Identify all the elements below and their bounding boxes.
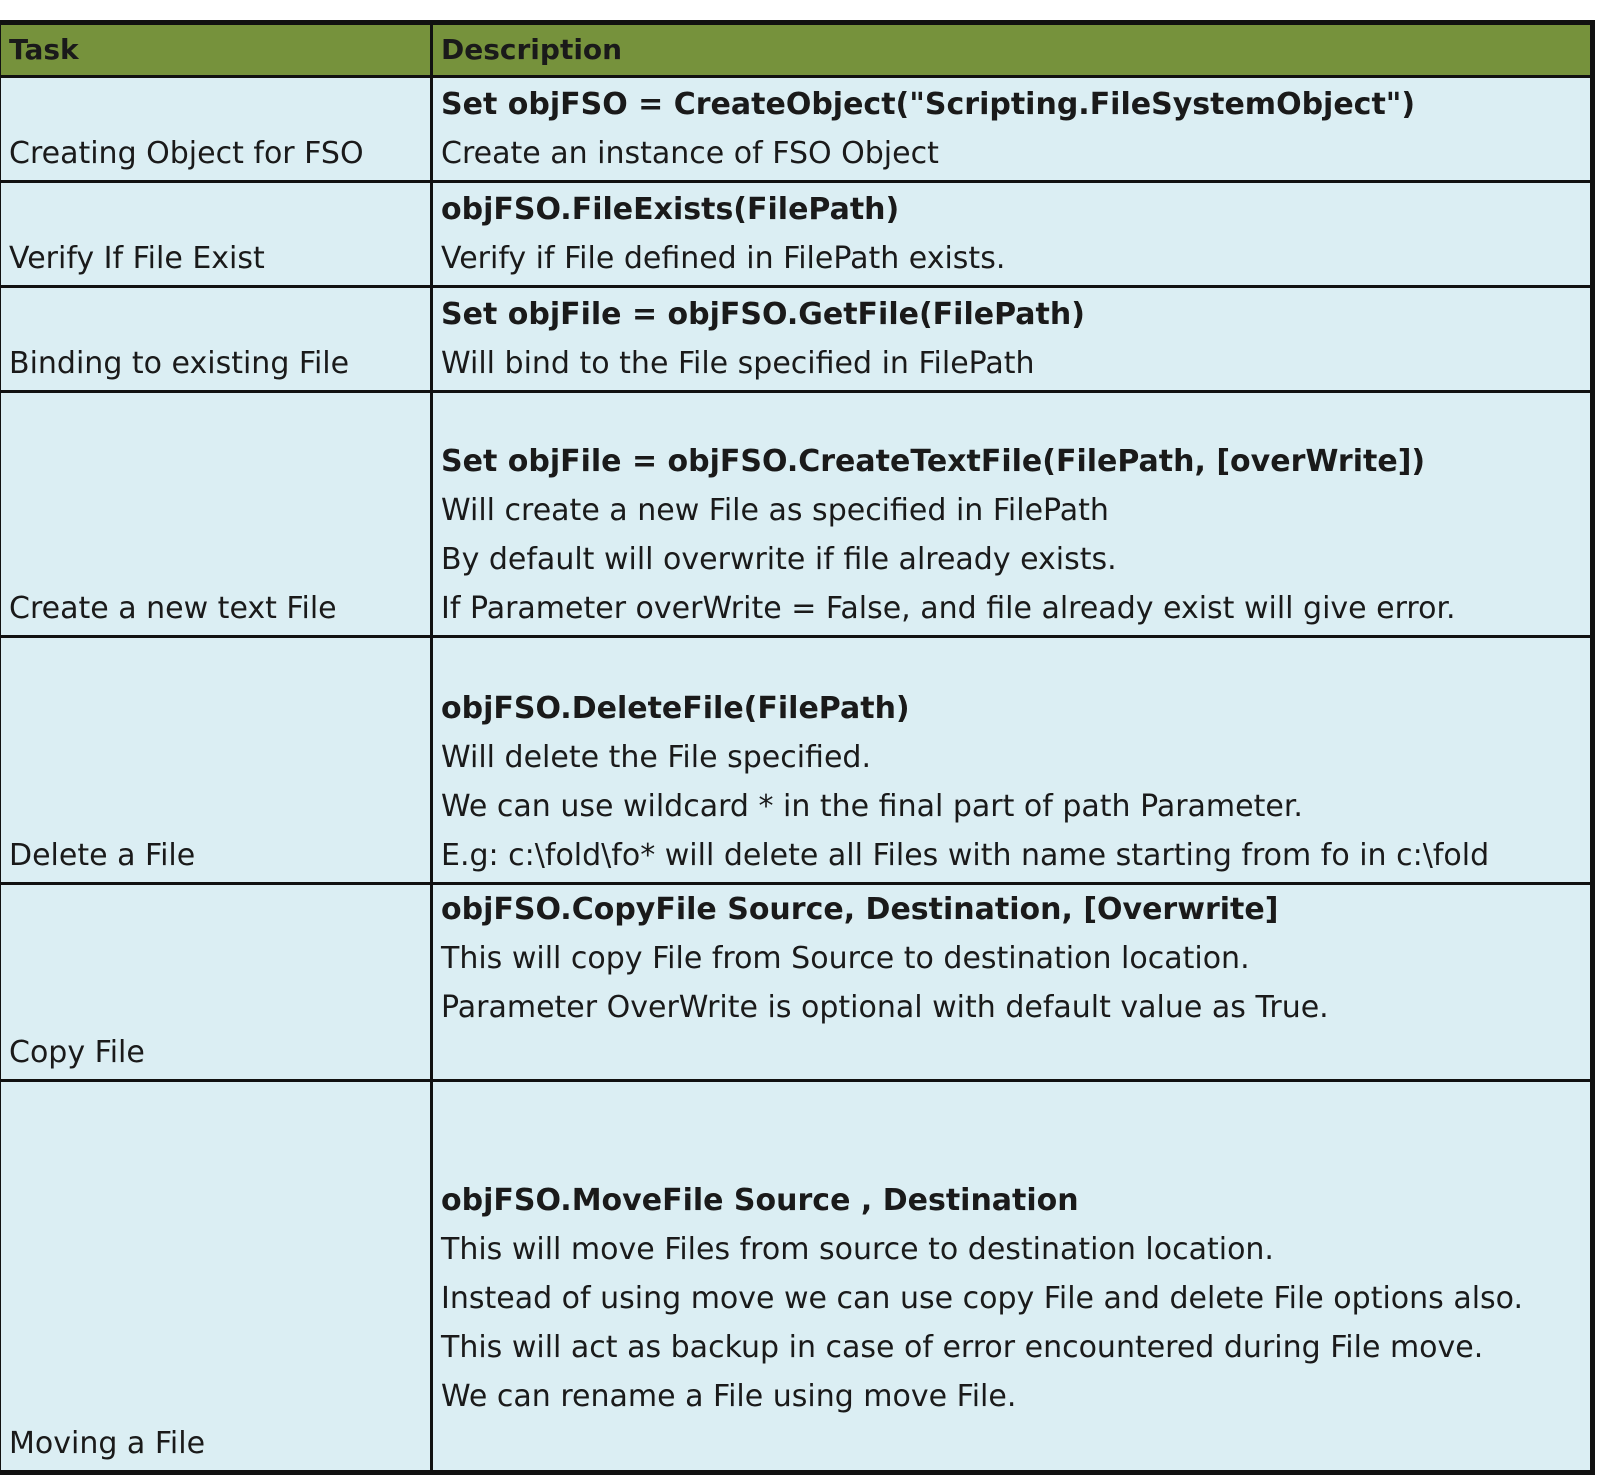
- table-row: [0, 182, 1593, 287]
- description-line: This will copy File from Source to destination location.: [441, 941, 1250, 976]
- header-task: Task: [0, 23, 432, 77]
- table-row: [0, 637, 1593, 884]
- task-cell: Create a new text File: [0, 392, 432, 637]
- description-line: Parameter OverWrite is optional with default value as True.: [441, 990, 1329, 1025]
- header-description: Description: [432, 23, 1593, 77]
- table-row: [0, 1081, 1593, 1473]
- table-row: [0, 77, 1593, 182]
- description-line: Will create a new File as specified in FilePath: [441, 493, 1109, 528]
- command-text: Set objFSO = CreateObject("Scripting.FileSystemObject"): [441, 87, 1416, 122]
- task-cell: Copy File: [0, 884, 432, 1081]
- description-line: Will bind to the File specified in FilePath: [441, 346, 1035, 381]
- description-cell: [432, 182, 1593, 287]
- description-cell: [432, 637, 1593, 884]
- description-line: This will act as backup in case of error encountered during File move.: [441, 1330, 1484, 1365]
- command-text: objFSO.MoveFile Source , Destination: [441, 1183, 1079, 1218]
- description-line: This will move Files from source to destination location.: [441, 1232, 1274, 1267]
- description-cell: [432, 287, 1593, 392]
- description-cell: [432, 392, 1593, 637]
- description-line: If Parameter overWrite = False, and file already exist will give error.: [441, 591, 1456, 626]
- description-line: Create an instance of FSO Object: [441, 136, 939, 171]
- table-row: [0, 884, 1593, 1081]
- header-row: [0, 23, 1593, 77]
- description-line: By default will overwrite if file already exists.: [441, 542, 1117, 577]
- command-text: objFSO.CopyFile Source, Destination, [Overwrite]: [441, 892, 1279, 927]
- table-row: [0, 392, 1593, 637]
- description-line: Will delete the File specified.: [441, 740, 871, 775]
- task-cell: Verify If File Exist: [0, 182, 432, 287]
- table-row: [0, 287, 1593, 392]
- task-cell: Moving a File: [0, 1081, 432, 1473]
- task-cell: Binding to existing File: [0, 287, 432, 392]
- description-line: We can rename a File using move File.: [441, 1379, 1017, 1414]
- command-text: Set objFile = objFSO.GetFile(FilePath): [441, 297, 1085, 332]
- description-cell: [432, 77, 1593, 182]
- description-line: E.g: c:\fold\fo* will delete all Files with name starting from fo in c:\fold: [441, 838, 1490, 873]
- task-cell: Creating Object for FSO: [0, 77, 432, 182]
- task-cell: Delete a File: [0, 637, 432, 884]
- description-line: Instead of using move we can use copy File and delete File options also.: [441, 1281, 1524, 1316]
- fso-reference-table: [0, 20, 1595, 1475]
- command-text: Set objFile = objFSO.CreateTextFile(FilePath, [overWrite]): [441, 444, 1426, 479]
- description-line: We can use wildcard * in the final part of path Parameter.: [441, 789, 1303, 824]
- command-text: objFSO.FileExists(FilePath): [441, 192, 900, 227]
- description-cell: [432, 884, 1593, 1081]
- command-text: objFSO.DeleteFile(FilePath): [441, 691, 910, 726]
- description-cell: [432, 1081, 1593, 1473]
- description-line: Verify if File defined in FilePath exists.: [441, 241, 1006, 276]
